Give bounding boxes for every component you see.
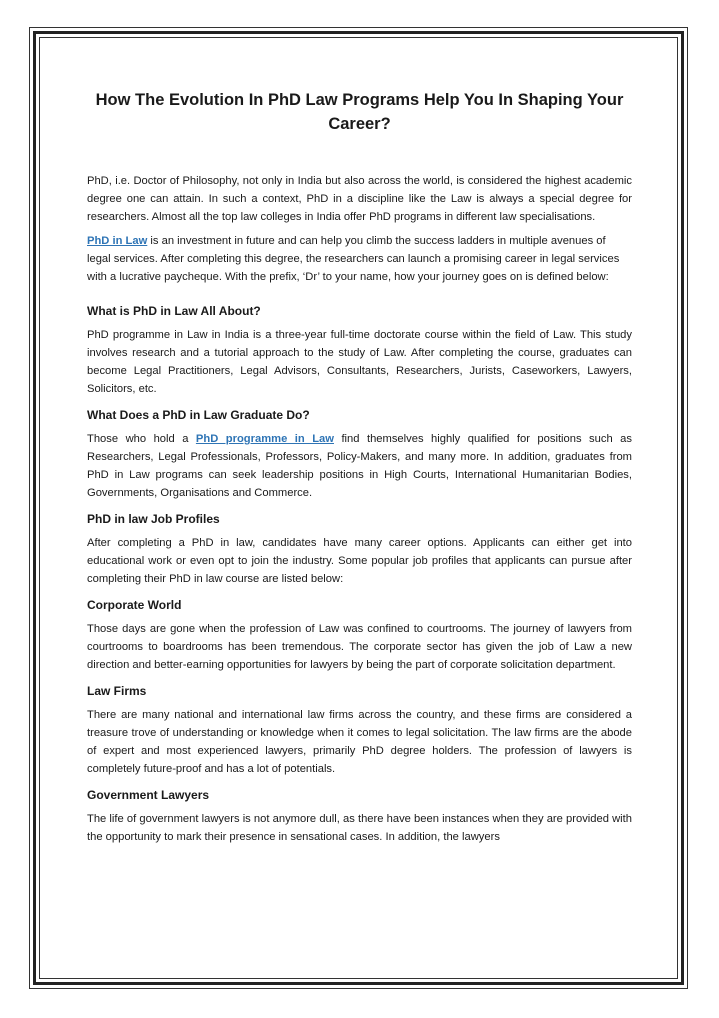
phd-in-law-link[interactable]: PhD in Law (87, 235, 148, 247)
intro-paragraph: PhD, i.e. Doctor of Philosophy, not only in India but also across the world, is considered the highest academic degree one can attain. In such a context, PhD in a discipline like the Law is always a special degree for researchers. Almost all the top law colleges in India offer PhD programs in different law specialisations. (87, 175, 632, 223)
document-body (87, 88, 632, 846)
graduate-text-after: find themselves highly qualified for positions such as Researchers, Legal Professionals, Professors, Policy-Makers, and many more. In addition, graduates from PhD in Law programs can seek leadership positions in High Courts, International Humanitarian Bodies, Governments, Organisations and Commerce. (87, 433, 632, 499)
heading-law-firms: Law Firms (87, 684, 147, 698)
page-title: How The Evolution In PhD Law Programs Help You In Shaping Your Career? (95, 91, 624, 133)
investment-paragraph (87, 232, 632, 286)
graduate-text-before: Those who hold a (87, 433, 196, 445)
corporate-world-paragraph: Those days are gone when the profession of Law was confined to courtrooms. The journey of lawyers from courtrooms to boardrooms has been tremendous. The corporate sector has given the job of Law a new direction and better-earning opportunities for lawyers by being the part of corporate solicitation department. (87, 623, 632, 671)
heading-government-lawyers: Government Lawyers (87, 788, 210, 802)
job-profiles-paragraph: After completing a PhD in law, candidates have many career options. Applicants can either get into educational work or even opt to join the industry. Some popular job profiles that applicants can pursue after completing their PhD in law course are listed below: (87, 537, 632, 585)
law-firms-paragraph: There are many national and international law firms across the country, and these firms are considered a treasure trove of understanding or knowledge when it comes to legal solicitation. The law firms are the abode of expert and most experienced lawyers, primarily PhD degree holders. The profession of lawyers is completely future-proof and has a lot of potentials. (87, 709, 632, 775)
government-lawyers-paragraph: The life of government lawyers is not anymore dull, as there have been instances when they are provided with the opportunity to mark their presence in sensational cases. In addition, the lawyers (87, 813, 632, 843)
graduate-paragraph (87, 430, 632, 502)
heading-about: What is PhD in Law All About? (87, 304, 261, 318)
heading-graduate: What Does a PhD in Law Graduate Do? (87, 408, 310, 422)
heading-corporate-world: Corporate World (87, 598, 182, 612)
investment-paragraph-text: is an investment in future and can help you climb the success ladders in multiple avenues of legal services. After completing this degree, the researchers can launch a promising career in legal services with a lucrative paycheque. With the prefix, ‘Dr’ to your name, how your journey goes on is defined below: (87, 235, 620, 283)
heading-job-profiles: PhD in law Job Profiles (87, 512, 220, 526)
phd-programme-in-law-link[interactable]: PhD programme in Law (195, 433, 334, 445)
about-paragraph: PhD programme in Law in India is a three-year full-time doctorate course within the field of Law. This study involves research and a tutorial approach to the study of Law. After completing the course, graduates can become Legal Practitioners, Legal Advisors, Consultants, Researchers, Jurists, Caseworkers, Lawyers, Solicitors, etc. (87, 329, 632, 395)
